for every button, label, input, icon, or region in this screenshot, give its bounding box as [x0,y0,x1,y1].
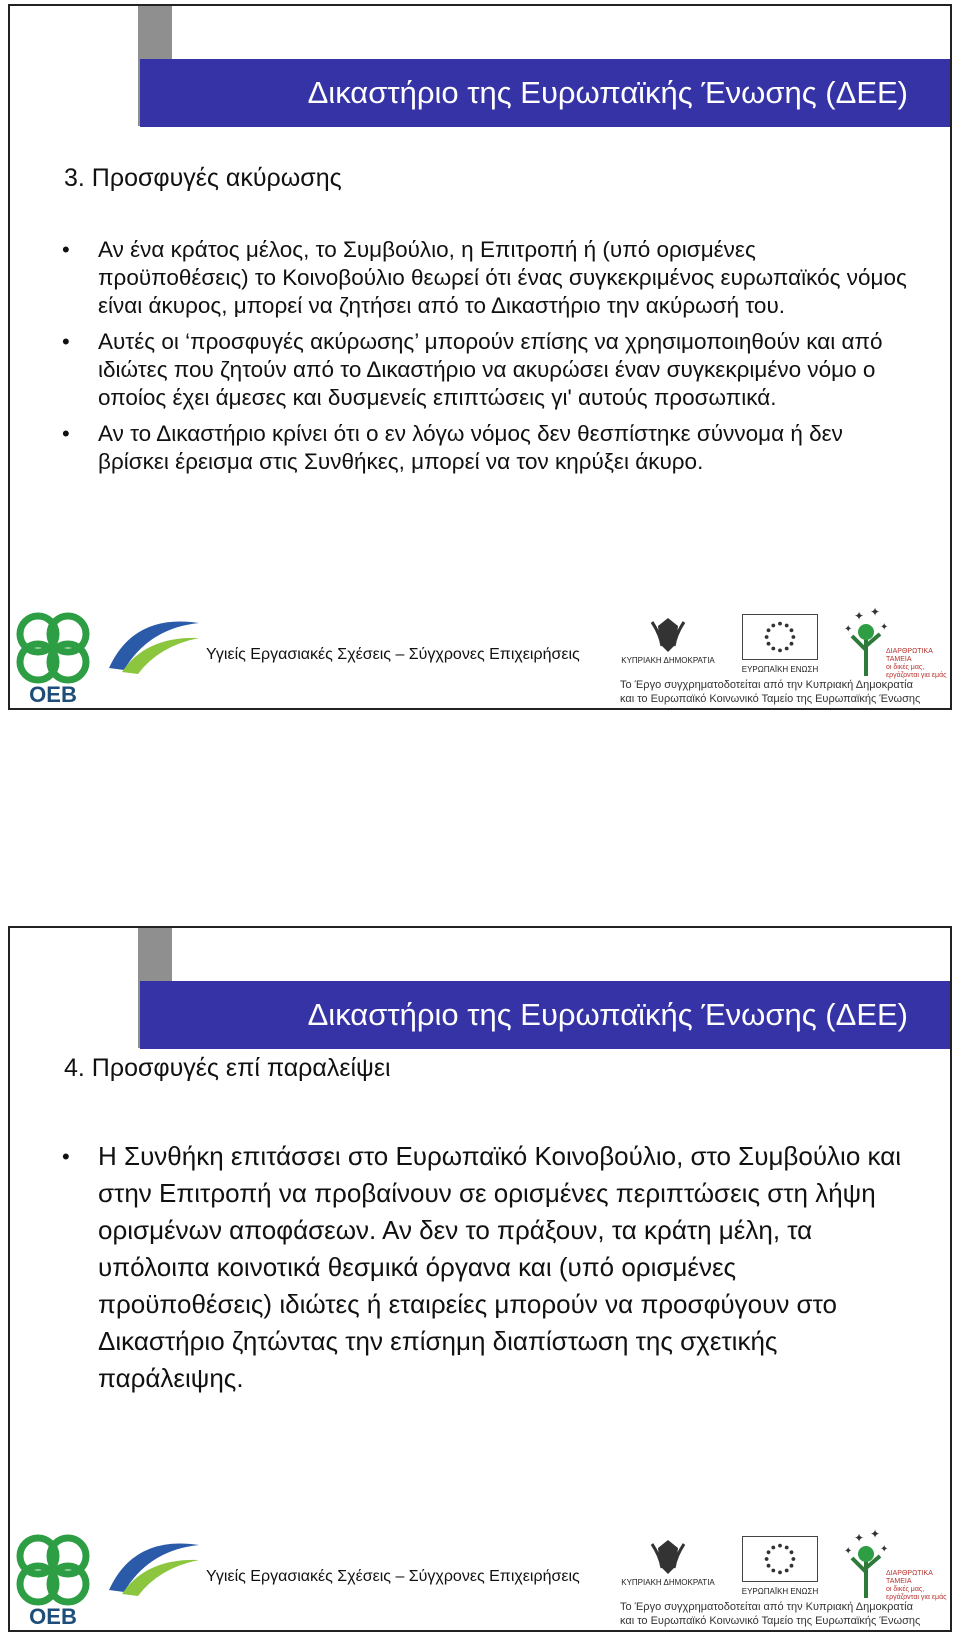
cofunding-note [620,678,950,706]
bullet-list [62,236,912,484]
oeb-logo-icon [10,606,96,706]
svg-text:✦: ✦ [870,1528,881,1541]
structural-funds-logo [836,606,948,678]
bullet-item: • Αν ένα κράτος μέλος, το Συμβούλιο, η Επιτροπή ή (υπό ορισμένες προϋποθέσεις) το Κοινοβούλιο θεωρεί ότι ένας συγκεκριμένος ευρωπαϊκός νόμος είναι άκυρος, μπορεί να ζητήσει από το Δικαστήριο την ακύρωσή του. [62,237,907,318]
title-band [140,59,952,127]
cyprus-emblem-icon [648,1536,688,1578]
eu-caption: ΕΥΡΩΠΑΪΚΗ ΕΝΩΣΗ [741,665,819,674]
svg-text:✦: ✦ [854,1531,865,1545]
slide-subtitle: 3. Προσφυγές ακύρωσης [64,164,342,192]
oeb-label: OEB [29,1604,77,1628]
slide-footer [10,1526,950,1630]
eu-caption: ΕΥΡΩΠΑΪΚΗ ΕΝΩΣΗ [741,1587,819,1596]
slide-subtitle: 4. Προσφυγές επί παραλείψει [64,1054,391,1082]
cyprus-republic-logo [620,1536,716,1594]
slide-2 [8,926,952,1632]
svg-text:✦: ✦ [880,622,889,633]
cofunding-line-1: Το Έργο συγχρηματοδοτείται από την Κυπριακή Δημοκρατία [620,679,913,691]
cofunding-note [620,1600,950,1628]
swoosh-logo-icon [104,1530,204,1600]
bullet-icon: • [62,421,70,446]
cyprus-emblem-icon [648,614,688,656]
fund-label: ΔΙΑΡΘΡΩΤΙΚΑ ΤΑΜΕΙΑ [886,648,933,663]
footer-slogan: Υγιείς Εργασιακές Σχέσεις – Σύγχρονες Επιχειρήσεις [206,1568,580,1585]
cofunding-line-2: και το Ευρωπαϊκό Κοινωνικό Ταμείο της Ευρωπαϊκής Ένωσης [620,1615,921,1627]
eu-flag-icon [742,614,818,660]
svg-text:✦: ✦ [854,609,865,623]
eu-logo [732,1536,828,1594]
cofunding-line-2: και το Ευρωπαϊκό Κοινωνικό Ταμείο της Ευρωπαϊκής Ένωσης [620,693,921,705]
cyprus-caption: ΚΥΠΡΙΑΚΗ ΔΗΜΟΚΡΑΤΙΑ [621,656,715,665]
bullet-item: • Η Συνθήκη επιτάσσει στο Ευρωπαϊκό Κοινοβούλιο, στο Συμβούλιο και στην Επιτροπή να προβαίνουν σε ορισμένες περιπτώσεις στη λήψη ορισμένων αποφάσεων. Αν δεν το πράξουν, τα κράτη μέλη, τα υπόλοιπα κοινοτικά θεσμικά όργανα και (υπό ορισμένες προϋποθέσεις) ιδιώτες ή εταιρείες μπορούν να προσφύγουν στο Δικαστήριο ζητώντας την επίσημη διαπίστωση της σχετικής παράλειψης. [62,1138,912,1397]
oeb-label: OEB [29,682,77,706]
slide-footer [10,604,950,708]
fund-sublabel: οι δικές μας, εργάζονται για εμάς [886,664,947,679]
cofunding-line-1: Το Έργο συγχρηματοδοτείται από την Κυπριακή Δημοκρατία [620,1601,913,1613]
bullet-icon: • [62,237,70,262]
title-band [140,981,952,1049]
cyprus-caption: ΚΥΠΡΙΑΚΗ ΔΗΜΟΚΡΑΤΙΑ [621,1578,715,1587]
svg-text:✦: ✦ [844,624,853,635]
fund-sublabel: οι δικές μας, εργάζονται για εμάς [886,1586,947,1601]
eu-flag-icon [742,1536,818,1582]
slide-1 [8,4,952,710]
footer-slogan: Υγιείς Εργασιακές Σχέσεις – Σύγχρονες Επιχειρήσεις [206,646,580,663]
bullet-icon: • [62,329,70,354]
structural-funds-logo [836,1528,948,1600]
oeb-logo-icon [10,1528,96,1628]
slide-title: Δικαστήριο της Ευρωπαϊκής Ένωσης (ΔΕΕ) [307,997,908,1032]
fund-label: ΔΙΑΡΘΡΩΤΙΚΑ ΤΑΜΕΙΑ [886,1570,933,1585]
swoosh-logo-icon [104,608,204,678]
bullet-icon: • [62,1144,70,1169]
bullet-list [62,1138,912,1405]
slide-title: Δικαστήριο της Ευρωπαϊκής Ένωσης (ΔΕΕ) [307,75,908,110]
svg-text:✦: ✦ [880,1544,889,1555]
svg-text:✦: ✦ [844,1546,853,1557]
bullet-item: • Αυτές οι ‘προσφυγές ακύρωσης’ μπορούν επίσης να χρησιμοποιηθούν και από ιδιώτες που ζητούν από το Δικαστήριο να ακυρώσει έναν συγκεκριμένο νόμο ο οποίος έχει άμεσες και δυσμενείς επιπτώσεις γι' αυτούς προσωπικά. [62,329,883,410]
cyprus-republic-logo [620,614,716,672]
bullet-item: • Αν το Δικαστήριο κρίνει ότι ο εν λόγω νόμος δεν θεσπίστηκε σύννομα ή δεν βρίσκει έρεισμα στις Συνθήκες, μπορεί να τον κηρύξει άκυρο. [62,421,843,474]
svg-text:✦: ✦ [870,606,881,619]
eu-logo [732,614,828,672]
